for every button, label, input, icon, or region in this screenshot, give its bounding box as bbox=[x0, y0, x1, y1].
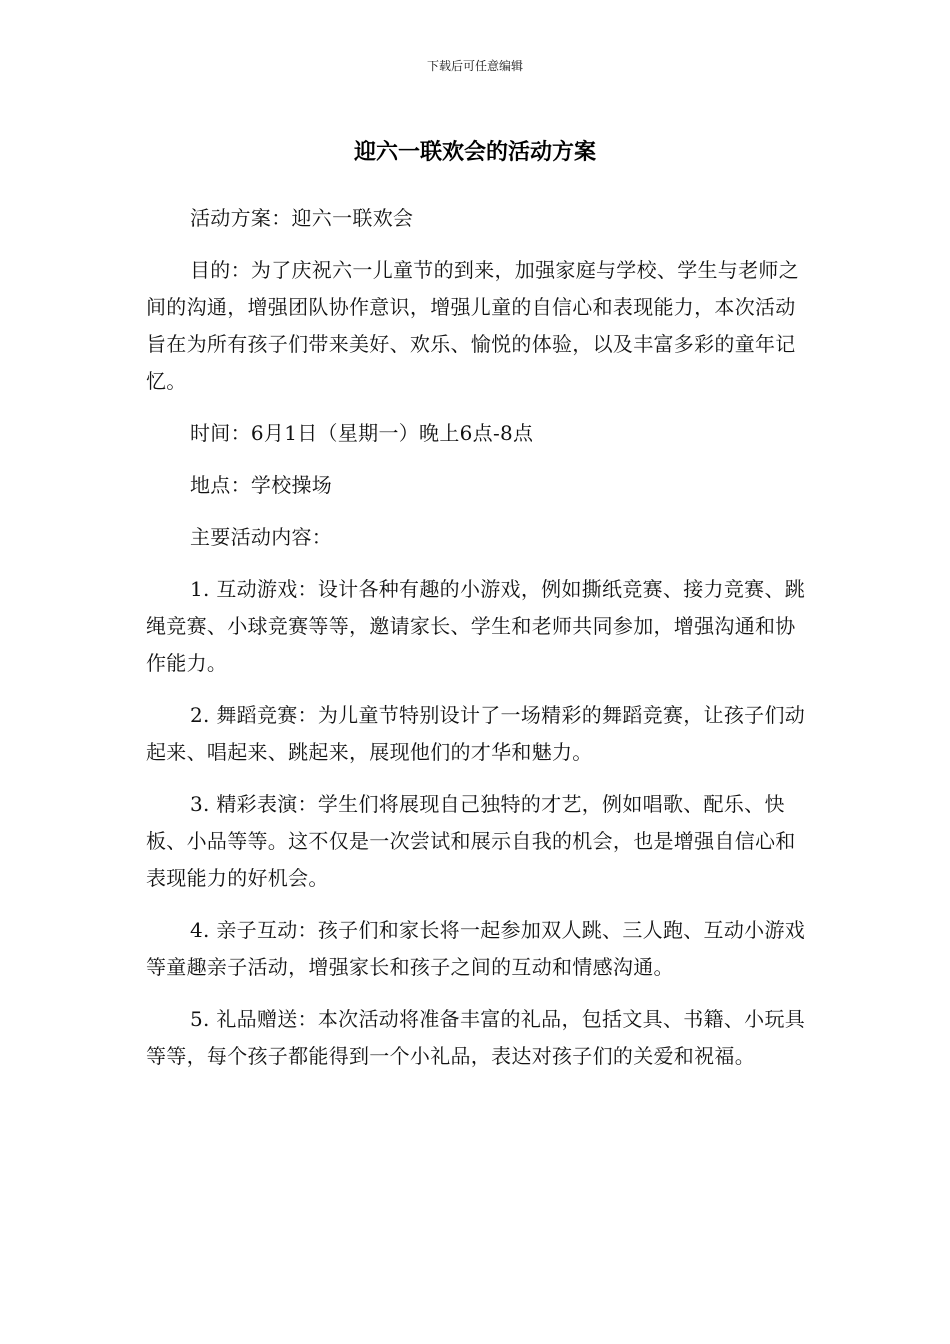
time-line: 时间：6月1日（星期一）晚上6点-8点 bbox=[190, 421, 534, 445]
item-performances: 3. 精彩表演：学生们将展现自己独特的才艺，例如唱歌、配乐、快板、小品等等。这不仅是一次尝试和展示自我的机会，也是增强自信心和表现能力的好机会。 bbox=[146, 792, 796, 890]
item-parent-child: 4. 亲子互动：孩子们和家长将一起参加双人跳、三人跑、互动小游戏等童趣亲子活动，增强家长和孩子之间的互动和情感沟通。 bbox=[146, 918, 806, 979]
header-note: 下载后可任意编辑 bbox=[426, 59, 523, 73]
location-line: 地点：学校操场 bbox=[190, 473, 333, 497]
item-gifts: 5. 礼品赠送：本次活动将准备丰富的礼品，包括文具、书籍、小玩具等等，每个孩子都能得到一个小礼品，表达对孩子们的关爱和祝福。 bbox=[146, 1007, 806, 1068]
item-interactive-games: 1. 互动游戏：设计各种有趣的小游戏，例如撕纸竞赛、接力竞赛、跳绳竞赛、小球竞赛等等，邀请家长、学生和老师共同参加，增强沟通和协作能力。 bbox=[146, 577, 806, 675]
document-body bbox=[146, 200, 814, 1090]
main-content-heading: 主要活动内容： bbox=[190, 525, 333, 549]
purpose-paragraph: 目的：为了庆祝六一儿童节的到来，加强家庭与学校、学生与老师之间的沟通，增强团队协作意识，增强儿童的自信心和表现能力，本次活动旨在为所有孩子们带来美好、欢乐、愉悦的体验，以及丰富多彩的童年记忆。 bbox=[146, 258, 799, 393]
document-title: 迎六一联欢会的活动方案 bbox=[353, 140, 596, 165]
activity-plan-line: 活动方案：迎六一联欢会 bbox=[190, 206, 414, 230]
item-dance-contest: 2. 舞蹈竞赛：为儿童节特别设计了一场精彩的舞蹈竞赛，让孩子们动起来、唱起来、跳起来，展现他们的才华和魅力。 bbox=[146, 703, 806, 764]
